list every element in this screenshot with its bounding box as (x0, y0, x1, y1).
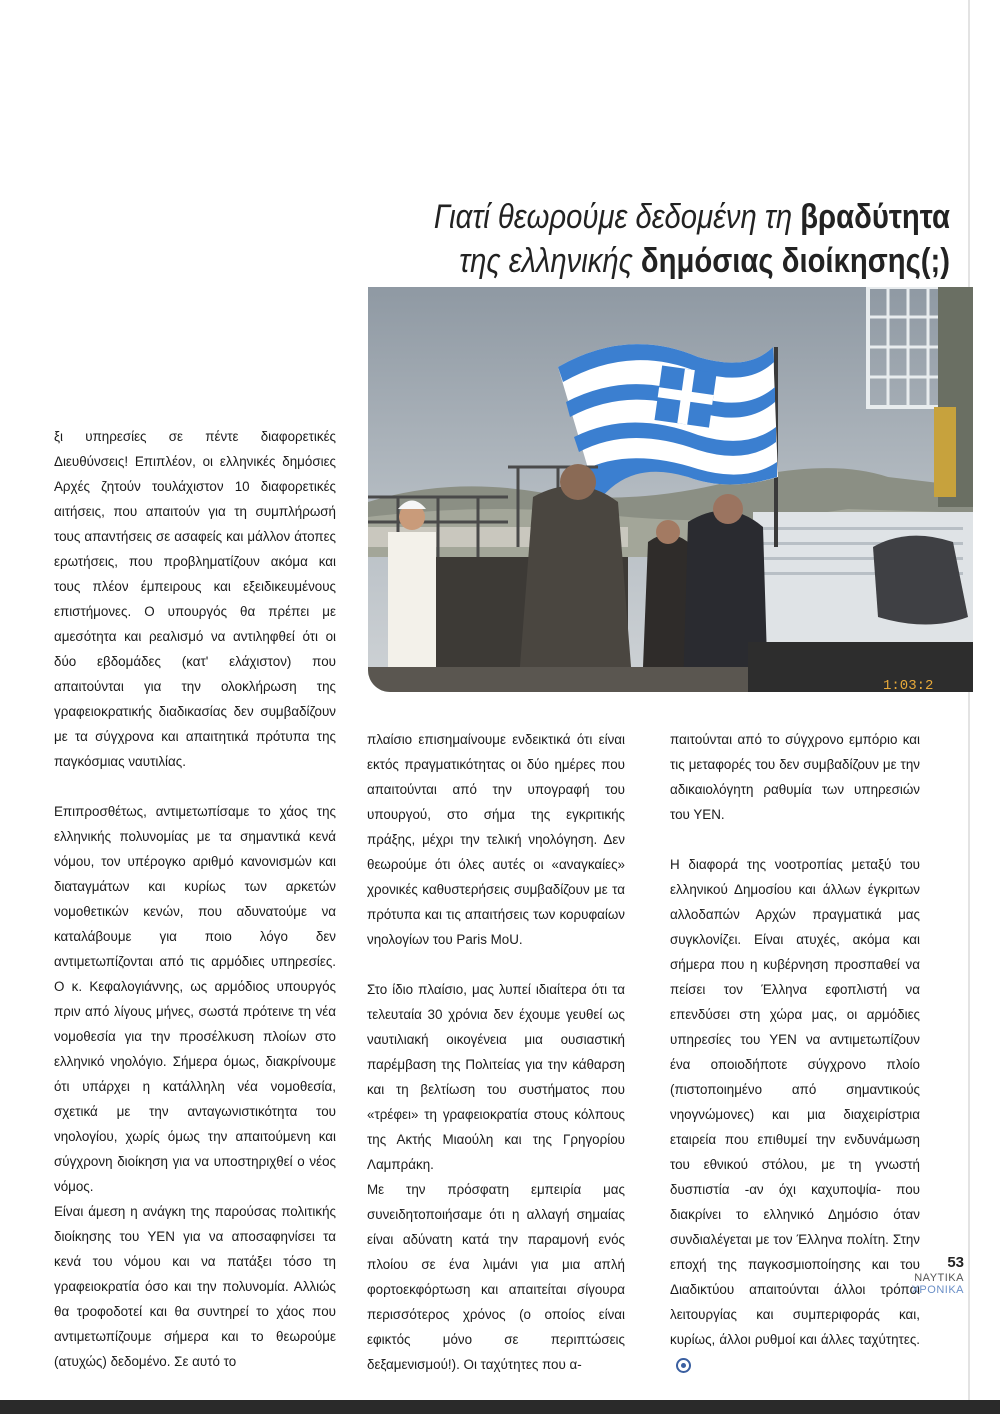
article-column-3 (670, 727, 920, 1377)
article-column-2 (367, 727, 625, 1377)
article-photo (368, 287, 973, 692)
title-line-1-bold: βραδύτητα (800, 198, 950, 236)
col2-paragraph-2: Στο ίδιο πλαίσιο, μας λυπεί ιδιαίτερα ότι τα τελευταία 30 χρόνια δεν έχουμε γευθεί ως ναυτιλιακή οικογένεια μια ουσιαστική παρέμβαση της Πολιτείας για την κάθαρση και τη βελτίωση του συστήματος που «τρέφει» τη γραφειοκρατία στους κόλπους της Ακτής Μιαούλη και της Γρηγορίου Λαμπράκη. (367, 982, 625, 1172)
col1-paragraph-3: Είναι άμεση η ανάγκη της παρούσας πολιτικής διοίκησης του ΥΕΝ για να αποσαφηνίσει τα κενά του νόμου και να πατάξει τόσο τη γραφειοκρατία όσο και την πολυνομία. Αλλιώς θα τροφοδοτεί και θα συντηρεί το χάος που αντιμετωπίζουμε σήμερα και το θεωρούμε (ατυχώς) δεδομένο. Σε αυτό το (54, 1204, 336, 1369)
col2-paragraph-3: Με την πρόσφατη εμπειρία μας συνειδητοποιήσαμε ότι η αλλαγή σημαίας είναι αδύνατη κατά την παραμονή ενός πλοίου σε ένα λιμάνι για μια απλή φορτοεκφόρτωση και απαιτείται σίγουρα περισσότερος χρόνος (ο οποίος είναι εφικτός μόνο σε περιπτώσεις δεξαμενισμού!). Οι ταχύτητες που α- (367, 1182, 625, 1372)
paragraph-gap (54, 774, 336, 799)
photo-timestamp: 1:03:2 (883, 678, 934, 692)
article-title (330, 195, 950, 283)
page-edge-shadow (968, 0, 970, 1414)
photo-greek-flag-ship-deck-icon (368, 287, 973, 692)
col3-paragraph-2 (670, 852, 920, 1377)
scan-bottom-bar (0, 1400, 1000, 1414)
magazine-name-line-1: ΝΑΥΤΙΚΑ (914, 1272, 964, 1284)
col3-paragraph-2-text: Η διαφορά της νοοτροπίας μεταξύ του ελληνικού Δημοσίου και άλλων έγκριτων αλλοδαπών Αρχών πραγματικά μας συγκλονίζει. Είναι ατυχές, ακόμα και σήμερα που η κυβέρνηση προσπαθεί να πείσει τον Έλληνα εφοπλιστή να επενδύσει στη χώρα μας, οι αρμόδιες υπηρεσίες του ΥΕΝ να αντιμετωπίζουν ένα οποιοδήποτε σύγχρονο πλοίο (πιστοποιημένο από σημαντικούς νηογνώμονες) και μια διαχειρίστρια εταιρεία που επιθυμεί την ενδυνάμωση του εθνικού στόλου, με τη γνωστή δυσπιστία -αν όχι καχυποψία- που διακρίνει το ελληνικό Δημόσιο όταν συνδιαλέγεται με τον Έλληνα πολίτη. Στην εποχή της παγκοσμιοποίησης και του Διαδικτύου απαιτούνται άλλοι τρόποι λειτουργίας και συμπεριφοράς και, κυρίως, άλλοι ρυθμοί και άλλες ταχύτητες. (670, 857, 920, 1347)
title-line-1-light: Γιατί θεωρούμε δεδομένη τη (433, 198, 801, 236)
title-line-2 (417, 239, 950, 283)
title-line-1 (417, 195, 950, 239)
col3-paragraph-1: παιτούνται από το σύγχρονο εμπόριο και τις μεταφορές του δεν συμβαδίζουν με την αδικαιολόγητη ραθυμία των υπηρεσιών του ΥΕΝ. (670, 732, 920, 822)
col1-paragraph-2: Επιπροσθέτως, αντιμετωπίσαμε το χάος της ελληνικής πολυνομίας με τα σημαντικά κενά νόμου, τον υπέρογκο αριθμό κανονισμών και διαταγμάτων και κυρίως των αρκετών νομοθετικών κενών, που αδυνατούμε να καταλάβουμε για ποιο λόγο δεν αντιμετωπίζονται από τις αρμόδιες υπηρεσίες. Ο κ. Κεφαλογιάννης, ως αρμόδιος υπουργός πριν από λίγους μήνες, σωστά πρότεινε τη νέα νομοθεσία για την προσέλκυση πλοίων στο ελληνικό νηολόγιο. Σήμερα όμως, διακρίνουμε ότι υπάρχει η κατάλληλη νέα νομοθεσία, σχετικά με την ανταγωνιστικότητα του νηολογίου, χωρίς όμως την απαιτούμενη και σύγχρονη διοίκηση για να υποστηριχθεί ο νέος νόμος. (54, 804, 336, 1194)
title-line-2-bold: δημόσιας διοίκησης(;) (640, 242, 950, 280)
col1-paragraph-1: ξι υπηρεσίες σε πέντε διαφορετικές Διευθύνσεις! Επιπλέον, οι ελληνικές δημόσιες Αρχές ζητούν τουλάχιστον 10 διαφορετικές αιτήσεις, που απαιτούν για τη συμπλήρωσή τους απαντήσεις σε ασαφείς και μάλλον άτοπες ερωτήσεις, που προβληματίζουν ακόμα και τους πλέον έμπειρους και εξειδικευμένους επιστήμονες. Ο υπουργός θα πρέπει με αμεσότητα και ρεαλισμό να αντιληφθεί ότι οι δύο εβδομάδες (κατ' ελάχιστον) που απαιτούνται για την ολοκλήρωση της γραφειοκρατικής διαδικασίας δεν συμβαδίζουν με τα σύγχρονα και απαιτητικά πρότυπα της παγκόσμιας ναυτιλίας. (54, 429, 336, 769)
paragraph-gap (367, 952, 625, 977)
end-of-article-icon (676, 1358, 691, 1373)
page-folio (912, 1254, 964, 1296)
paragraph-gap (670, 827, 920, 852)
page-number: 53 (947, 1254, 964, 1271)
article-column-1 (54, 424, 336, 1374)
title-line-2-light: της ελληνικής (459, 242, 641, 280)
col2-paragraph-1: πλαίσιο επισημαίνουμε ενδεικτικά ότι είναι εκτός πραγματικότητας οι δύο ημέρες που απαιτούνται από την υπογραφή του υπουργού, στο σήμα της εγκριτικής πράξης, μέχρι την τελική νηολόγηση. Δεν θεωρούμε ότι όλες αυτές οι «αναγκαίες» χρονικές καθυστερήσεις συμβαδίζουν με τα πρότυπα και τις απαιτήσεις των κορυφαίων νηολογίων του Paris MoU. (367, 732, 625, 947)
magazine-name-line-2: ΧΡΟΝΙΚΑ (911, 1284, 964, 1296)
